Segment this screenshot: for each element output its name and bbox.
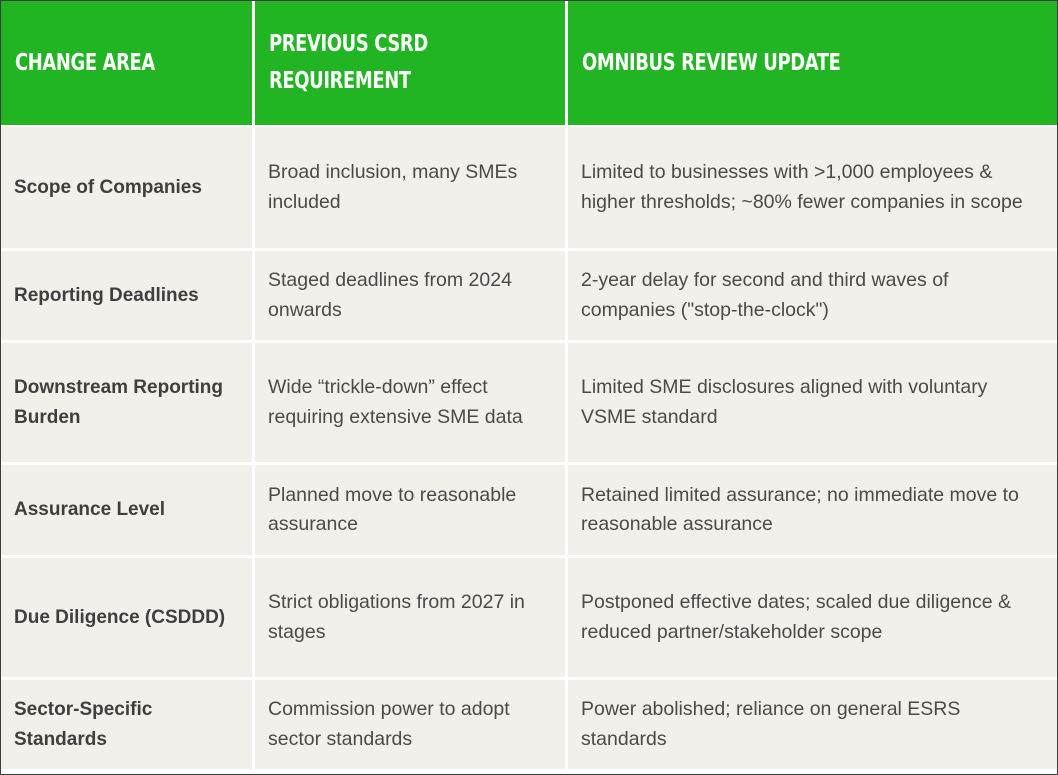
previous-requirement-cell: Broad inclusion, many SMEs included [255, 127, 568, 251]
table-row [1, 680, 1057, 769]
omnibus-update-cell: Limited to businesses with >1,000 employees & higher thresholds; ~80% fewer companies in scope [568, 127, 1057, 251]
change-area-cell: Downstream Reporting Burden [1, 343, 255, 465]
omnibus-update-cell: Power abolished; reliance on general ESRS standards [568, 680, 1057, 769]
previous-requirement-cell: Strict obligations from 2027 in stages [255, 558, 568, 680]
header-omnibus-update: OMNIBUS REVIEW UPDATE [568, 1, 1057, 127]
omnibus-update-cell: Retained limited assurance; no immediate move to reasonable assurance [568, 465, 1057, 558]
header-previous-csrd: PREVIOUS CSRD REQUIREMENT [255, 1, 568, 127]
change-area-cell: Assurance Level [1, 465, 255, 558]
change-area-cell: Scope of Companies [1, 127, 255, 251]
previous-requirement-cell: Wide “trickle-down” effect requiring extensive SME data [255, 343, 568, 465]
change-area-cell: Reporting Deadlines [1, 251, 255, 343]
table-row [1, 127, 1057, 251]
header-row [1, 1, 1057, 127]
change-area-cell: Sector-Specific Standards [1, 680, 255, 769]
table-row [1, 343, 1057, 465]
table-row [1, 558, 1057, 680]
previous-requirement-cell: Staged deadlines from 2024 onwards [255, 251, 568, 343]
table-row [1, 251, 1057, 343]
previous-requirement-cell: Planned move to reasonable assurance [255, 465, 568, 558]
change-area-cell: Due Diligence (CSDDD) [1, 558, 255, 680]
table-row [1, 465, 1057, 558]
omnibus-update-cell: Limited SME disclosures aligned with voluntary VSME standard [568, 343, 1057, 465]
omnibus-update-cell: Postponed effective dates; scaled due diligence & reduced partner/stakeholder scope [568, 558, 1057, 680]
header-change-area: CHANGE AREA [1, 1, 255, 127]
comparison-table [1, 1, 1057, 769]
previous-requirement-cell: Commission power to adopt sector standards [255, 680, 568, 769]
omnibus-update-cell: 2-year delay for second and third waves of companies ("stop-the-clock") [568, 251, 1057, 343]
